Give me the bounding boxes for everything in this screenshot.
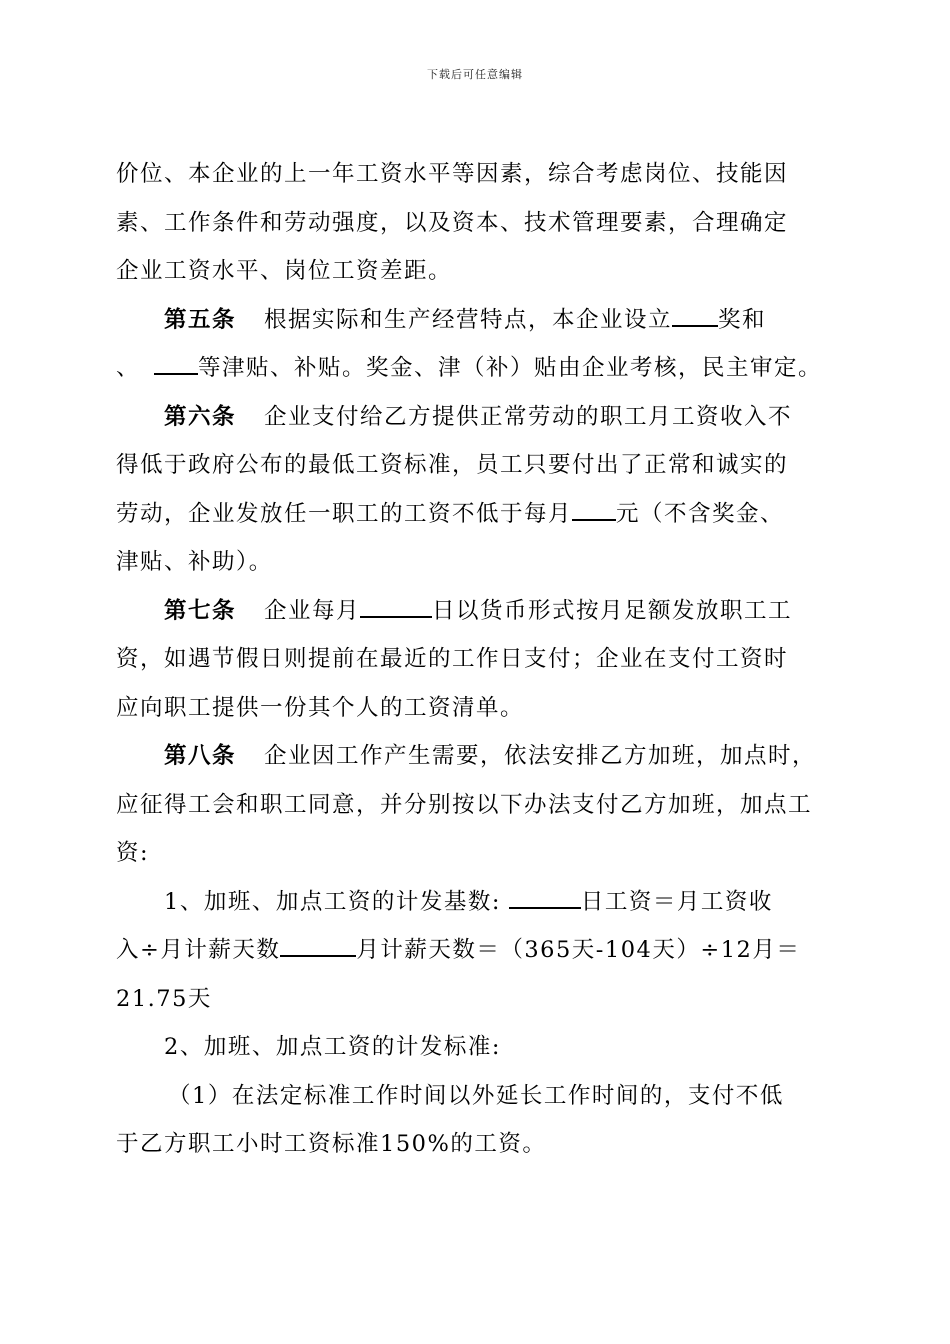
item-2-calculation-standard bbox=[116, 1023, 846, 1072]
article-text: 劳动，企业发放任一职工的工资不低于每月 bbox=[116, 500, 573, 527]
article-5 bbox=[116, 296, 846, 393]
item-text: 1、加班、加点工资的计发基数: bbox=[164, 888, 501, 915]
article-text: 、 bbox=[116, 355, 141, 381]
fill-in-blank bbox=[280, 937, 356, 957]
article-label: 第八条 bbox=[164, 743, 237, 769]
text-line: 21.75天 bbox=[116, 985, 212, 1012]
text-line: 津贴、补助）。 bbox=[116, 549, 273, 575]
page-header: 下载后可任意编辑 bbox=[427, 68, 523, 81]
article-text: 等津贴、补贴。奖金、津（补）贴由企业考核，民主审定。 bbox=[198, 355, 823, 381]
article-label: 第七条 bbox=[164, 597, 237, 624]
text-line: （1）在法定标准工作时间以外延长工作时间的，支付不低 bbox=[168, 1082, 784, 1109]
fill-in-blank bbox=[509, 889, 581, 909]
article-text: 奖和 bbox=[718, 306, 767, 333]
text-line: 价位、本企业的上一年工资水平等因素，综合考虑岗位、技能因 bbox=[116, 161, 789, 187]
text-line bbox=[116, 393, 846, 442]
article-text: 企业每月 bbox=[264, 597, 361, 624]
item-1-calculation-base bbox=[116, 878, 846, 1024]
text-line: 企业工资水平、岗位工资差距。 bbox=[116, 258, 453, 284]
text-line bbox=[116, 926, 846, 975]
item-text: 月计薪天数＝（365天-104天）÷12月＝ bbox=[356, 937, 801, 963]
article-6 bbox=[116, 393, 846, 587]
text-line: 素、工作条件和劳动强度，以及资本、技术管理要素，合理确定 bbox=[116, 209, 789, 236]
text-line: 2、加班、加点工资的计发标准: bbox=[164, 1034, 501, 1060]
article-text: 日以货币形式按月足额发放职工工 bbox=[432, 597, 793, 624]
article-label: 第六条 bbox=[164, 403, 237, 430]
text-line bbox=[116, 296, 846, 345]
item-text: 日工资＝月工资收 bbox=[580, 888, 773, 915]
text-line: 资: bbox=[116, 840, 150, 866]
article-text: 根据实际和生产经营特点，本企业设立 bbox=[264, 306, 673, 333]
article-text: 企业因工作产生需要，依法安排乙方加班，加点时， bbox=[264, 743, 817, 769]
text-line: 资，如遇节假日则提前在最近的工作日支付；企业在支付工资时 bbox=[116, 646, 789, 672]
fill-in-blank bbox=[672, 307, 718, 327]
text-line bbox=[116, 344, 846, 393]
article-7 bbox=[116, 587, 846, 733]
article-text: 企业支付给乙方提供正常劳动的职工月工资收入不 bbox=[264, 403, 793, 430]
text-line: 得低于政府公布的最低工资标准，员工只要付出了正常和诚实的 bbox=[116, 452, 789, 478]
text-line: 于乙方职工小时工资标准150%的工资。 bbox=[116, 1131, 547, 1157]
fill-in-blank bbox=[572, 501, 616, 521]
text-line: 应向职工提供一份其个人的工资清单。 bbox=[116, 694, 525, 721]
article-8 bbox=[116, 732, 846, 878]
sub-item-1-overtime bbox=[116, 1072, 846, 1169]
document-body bbox=[116, 150, 846, 1169]
fill-in-blank bbox=[360, 598, 432, 618]
item-text: 入÷月计薪天数 bbox=[116, 937, 281, 963]
text-line bbox=[116, 878, 846, 927]
text-line bbox=[116, 732, 846, 781]
paragraph-wage-factors bbox=[116, 150, 846, 296]
text-line bbox=[116, 490, 846, 539]
article-label: 第五条 bbox=[164, 306, 237, 333]
fill-in-blank bbox=[154, 355, 198, 375]
text-line bbox=[116, 587, 846, 636]
article-text: 元（不含奖金、 bbox=[616, 500, 785, 527]
text-line: 应征得工会和职工同意，并分别按以下办法支付乙方加班，加点工 bbox=[116, 791, 813, 818]
